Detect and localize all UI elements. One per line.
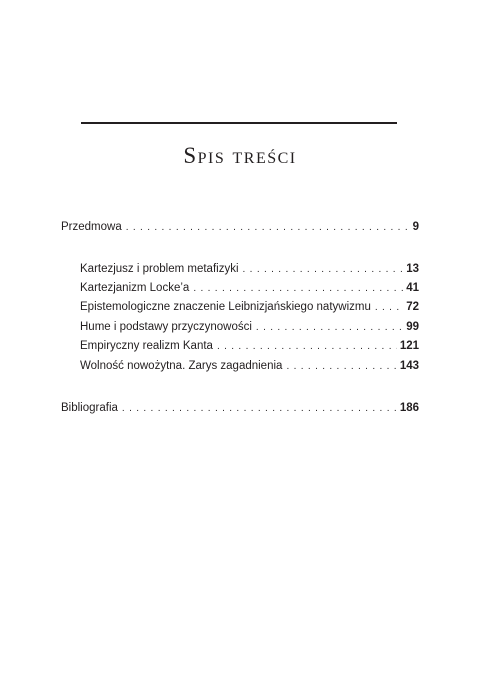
top-rule <box>81 122 397 124</box>
toc-entry[interactable] <box>80 262 419 276</box>
toc-entry-label: Bibliografia <box>61 402 118 414</box>
toc-entry-label: Epistemologiczne znaczenie Leibnizjańskiego natywizmu <box>80 301 371 313</box>
toc-entry-label: Wolność nowożytna. Zarys zagadnienia <box>80 360 283 372</box>
toc-entry-label: Hume i podstawy przyczynowości <box>80 321 252 333</box>
toc-entry[interactable] <box>80 339 419 353</box>
dot-leader <box>193 282 403 296</box>
toc-entry-page: 13 <box>406 263 419 275</box>
toc-entry-label: Kartezjusz i problem metafizyki <box>80 263 239 275</box>
toc-entry-label: Przedmowa <box>61 221 122 233</box>
toc-entry-label: Kartezjanizm Locke’a <box>80 282 190 294</box>
toc-entry[interactable] <box>80 320 419 334</box>
dot-leader <box>126 221 410 235</box>
toc-entry-page: 72 <box>406 301 419 313</box>
dot-leader <box>243 263 404 277</box>
toc-entry-page: 9 <box>412 221 419 233</box>
toc-entry-page: 99 <box>406 321 419 333</box>
toc-entry-page: 121 <box>399 340 419 352</box>
dot-leader <box>122 402 397 416</box>
dot-leader <box>256 321 403 335</box>
toc-entry-page: 41 <box>406 282 419 294</box>
toc-entry[interactable] <box>80 300 419 314</box>
toc-entry[interactable] <box>61 401 419 415</box>
toc-entry[interactable] <box>80 281 419 295</box>
toc-entry[interactable] <box>61 220 419 234</box>
toc-entry[interactable] <box>80 359 419 373</box>
dot-leader <box>286 360 396 374</box>
toc-entry-label: Empiryczny realizm Kanta <box>80 340 213 352</box>
toc-entry-page: 143 <box>399 360 419 372</box>
dot-leader <box>375 301 403 315</box>
dot-leader <box>217 340 397 354</box>
page-title: Spis treści <box>183 143 297 168</box>
toc-entry-page: 186 <box>399 402 419 414</box>
